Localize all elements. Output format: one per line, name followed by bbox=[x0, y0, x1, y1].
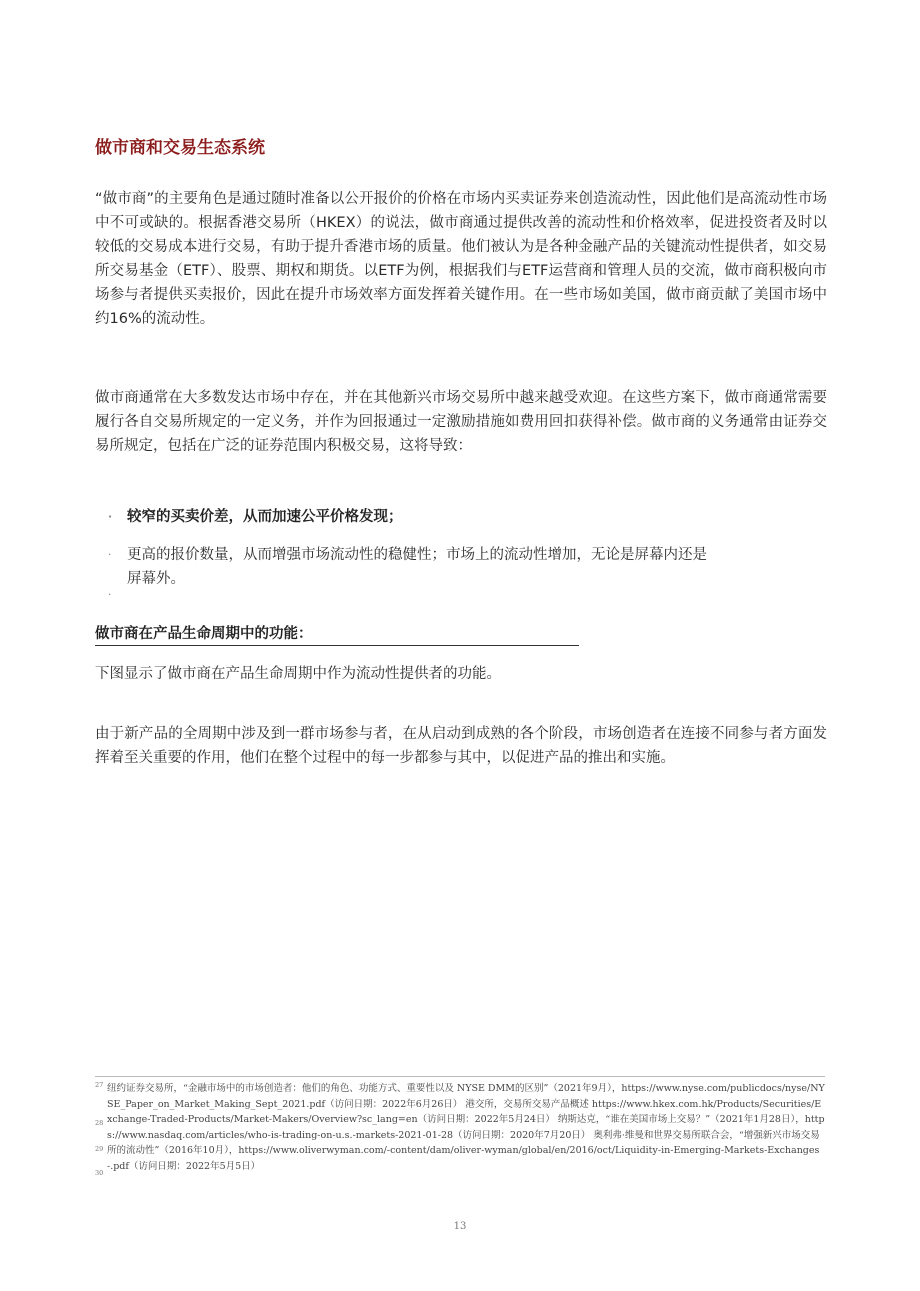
page-number: 13 bbox=[453, 1221, 467, 1232]
paragraph-lifecycle-role: 由于新产品的全周期中涉及到一群市场参与者，在从启动到成熟的各个阶段，市场创造者在连接不同参与者方面发挥着至关重要的作用，他们在整个过程中的每一步都参与其中，以促进产品的推出和实施。 bbox=[95, 726, 827, 766]
footnotes-text: 纽约证券交易所，“金融市场中的市场创造者：他们的角色、功能方式、重要性以及 NYSE DMM的区别”（2021年9月），https://www.nyse.com/publicdocs/nyse/NYSE_Paper_on_Market_Making_Sept_2021.pdf（访问日期：2022年6月26日） 港交所，交易所交易产品概述 https://www.hkex.com.hk/Products/Securities/Exchange-Traded-Products/Market-Makers/Overview?sc_lang=en（访问日期：2022年5月24日） 纳斯达克，“谁在美国市场上交易？”（2021年1月28日），https://www.nasdaq.com/articles/who-is-trading-on-u.s.-markets-2021-01-28（访问日期：2020年7月20日） 奥利弗·维曼和世界交易所联合会，“增强新兴市场交易所的流动性”（2016年10月），https://www.oliverwyman.com/-content/dam/oliver-wyman/global/en/2016/oct/Liquidity-in-Emerging-Markets-Exchanges-.pdf（访问日期：2022年5月5日） bbox=[107, 1083, 825, 1172]
bullet-dot-icon: · bbox=[108, 588, 112, 601]
bullet-text: 更高的报价数量，从而增强市场流动性的稳健性；市场上的流动性增加，无论是屏幕内还是屏幕外。 bbox=[127, 547, 707, 587]
footnote-number: 30 bbox=[95, 1169, 104, 1177]
footnote-number: 29 bbox=[95, 1145, 104, 1153]
bullet-text: 较窄的买卖价差，从而加速公平价格发现； bbox=[127, 509, 403, 525]
paragraph-market-maker-role: “做市商”的主要角色是通过随时准备以公开报价的价格在市场内买卖证券来创造流动性，因此他们是高流动性市场中不可或缺的。根据香港交易所（HKEX）的说法，做市商通过提供改善的流动性和价格效率，促进投资者及时以较低的交易成本进行交易，有助于提升香港市场的质量。他们被认为是各种金融产品的关键流动性提供者，如交易所交易基金（ETF）、股票、期权和期货。以ETF为例，根据我们与ETF运营商和管理人员的交流，做市商积极向市场参与者提供买卖报价，因此在提升市场效率方面发挥着关键作用。在一些市场如美国，做市商贡献了美国市场中约16%的流动性。 bbox=[95, 191, 827, 327]
bullet-dot-icon: · bbox=[108, 548, 112, 561]
footnote-divider bbox=[95, 1076, 825, 1077]
bullet-item-narrow-spread bbox=[108, 505, 403, 529]
bullet-dot-icon: · bbox=[108, 510, 113, 523]
paragraph-market-maker-obligations: 做市商通常在大多数发达市场中存在，并在其他新兴市场交易所中越来越受欢迎。在这些方案下，做市商通常需要履行各自交易所规定的一定义务，并作为回报通过一定激励措施如费用回扣获得补偿。做市商的义务通常由证券交易所规定，包括在广泛的证券范围内积极交易，这将导致： bbox=[95, 390, 827, 454]
footnote-number: 28 bbox=[95, 1119, 104, 1127]
subheading-lifecycle: 做市商在产品生命周期中的功能： bbox=[95, 622, 579, 646]
section-title: 做市商和交易生态系统 bbox=[95, 138, 265, 158]
footnote-number: 27 bbox=[95, 1081, 104, 1089]
paragraph-figure-intro: 下图显示了做市商在产品生命周期中作为流动性提供者的功能。 bbox=[95, 666, 501, 682]
bullet-item-quote-volume bbox=[108, 543, 708, 591]
